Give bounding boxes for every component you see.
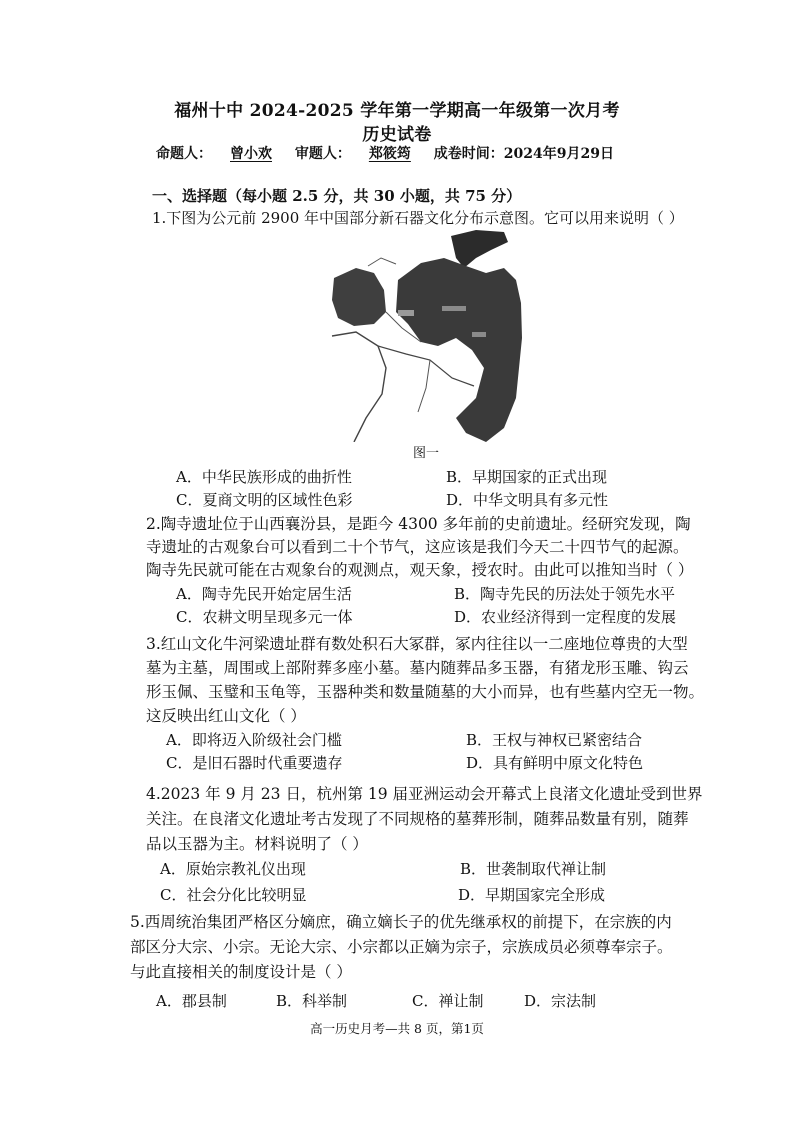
exam-meta xyxy=(156,143,614,163)
question-2-line-2: 寺遗址的古观象台可以看到二十个节气，这应该是我们今天二十四节气的起源。 xyxy=(146,538,689,556)
question-3-line-1: 3.红山文化牛河梁遗址群有数处积石大冢群，冢内往往以一二座地位尊贵的大型 xyxy=(146,635,688,653)
question-2-line-1: 2.陶寺遗址位于山西襄汾县，是距今 4300 多年前的史前遗址。经研究发现，陶 xyxy=(146,515,691,533)
q4-option-c[interactable]: C．社会分化比较明显 xyxy=(160,886,307,904)
map-label-patch xyxy=(472,332,486,337)
q2-option-b[interactable]: B．陶寺先民的历法处于领先水平 xyxy=(454,585,676,603)
q4-option-b[interactable]: B．世袭制取代禅让制 xyxy=(460,860,607,878)
q2-option-a[interactable]: A．陶寺先民开始定居生活 xyxy=(176,585,352,603)
q1-option-c[interactable]: C．夏商文明的区域性色彩 xyxy=(176,491,353,509)
map-image xyxy=(326,228,526,442)
reviewer-name: 郑筱筠 xyxy=(368,146,411,162)
q3-option-a[interactable]: A．即将迈入阶级社会门槛 xyxy=(166,731,342,749)
question-3-line-4: 这反映出红山文化（ ） xyxy=(146,707,306,725)
question-4-line-2: 关注。在良渚文化遗址考古发现了不同规格的墓葬形制，随葬品数量有别，随葬 xyxy=(146,810,689,828)
q5-option-d[interactable]: D．宗法制 xyxy=(524,992,597,1010)
neolithic-culture-map xyxy=(326,228,526,461)
exam-title: 福州十中 2024-2025 学年第一学期高一年级第一次月考 xyxy=(174,101,620,121)
exam-date: 2024年9月29日 xyxy=(503,146,614,162)
exam-subject: 历史试卷 xyxy=(362,125,432,145)
question-4-line-1: 4.2023 年 9 月 23 日，杭州第 19 届亚洲运动会开幕式上良渚文化遗址受到世界 xyxy=(146,785,703,803)
question-5-line-2: 部区分大宗、小宗。无论大宗、小宗都以正嫡为宗子，宗族成员必须尊奉宗子。 xyxy=(130,938,673,956)
figure-caption: 图一 xyxy=(412,446,439,461)
question-5-line-3: 与此直接相关的制度设计是（ ） xyxy=(130,963,352,981)
q5-option-b[interactable]: B．科举制 xyxy=(276,992,348,1010)
question-4-line-3: 品以玉器为主。材料说明了（ ） xyxy=(146,835,368,853)
author-name: 曾小欢 xyxy=(230,146,272,162)
question-3-line-2: 墓为主墓，周围或上部附葬多座小墓。墓内随葬品多玉器，有猪龙形玉雕、钩云 xyxy=(146,659,689,677)
q5-option-c[interactable]: C．禅让制 xyxy=(412,992,484,1010)
q5-option-a[interactable]: A．郡县制 xyxy=(156,992,227,1010)
q1-option-a[interactable]: A．中华民族形成的曲折性 xyxy=(176,468,352,486)
question-5-line-1: 5.西周统治集团严格区分嫡庶，确立嫡长子的优先继承权的前提下，在宗族的内 xyxy=(130,913,672,931)
q4-option-a[interactable]: A．原始宗教礼仪出现 xyxy=(160,860,306,878)
author-label: 命题人： xyxy=(156,146,212,162)
map-label-patch xyxy=(398,310,414,316)
map-label-patch xyxy=(442,306,466,311)
page-footer: 高一历史月考—共 8 页，第1页 xyxy=(310,1021,484,1036)
question-2-line-3: 陶寺先民就可能在古观象台的观测点，观天象，授农时。由此可以推知当时（ ） xyxy=(146,561,694,579)
question-3-line-3: 形玉佩、玉璧和玉龟等，玉器种类和数量随墓的大小而异，也有些墓内空无一物。 xyxy=(146,683,705,701)
question-1-stem: 1.下图为公元前 2900 年中国部分新石器文化分布示意图。它可以用来说明（ ） xyxy=(152,209,684,227)
q3-option-b[interactable]: B．王权与神权已紧密结合 xyxy=(466,731,643,749)
q1-option-d[interactable]: D．中华文明具有多元性 xyxy=(446,491,609,509)
q3-option-d[interactable]: D．具有鲜明中原文化特色 xyxy=(466,754,644,772)
date-label: 成卷时间： xyxy=(433,146,504,162)
q4-option-d[interactable]: D．早期国家完全形成 xyxy=(458,886,606,904)
section-heading: 一、选择题（每小题 2.5 分，共 30 小题，共 75 分） xyxy=(152,187,522,205)
q3-option-c[interactable]: C．是旧石器时代重要遗存 xyxy=(166,754,343,772)
q2-option-d[interactable]: D．农业经济得到一定程度的发展 xyxy=(454,608,677,626)
q2-option-c[interactable]: C．农耕文明呈现多元一体 xyxy=(176,608,353,626)
q1-option-b[interactable]: B．早期国家的正式出现 xyxy=(446,468,608,486)
reviewer-label: 审题人： xyxy=(294,146,351,162)
